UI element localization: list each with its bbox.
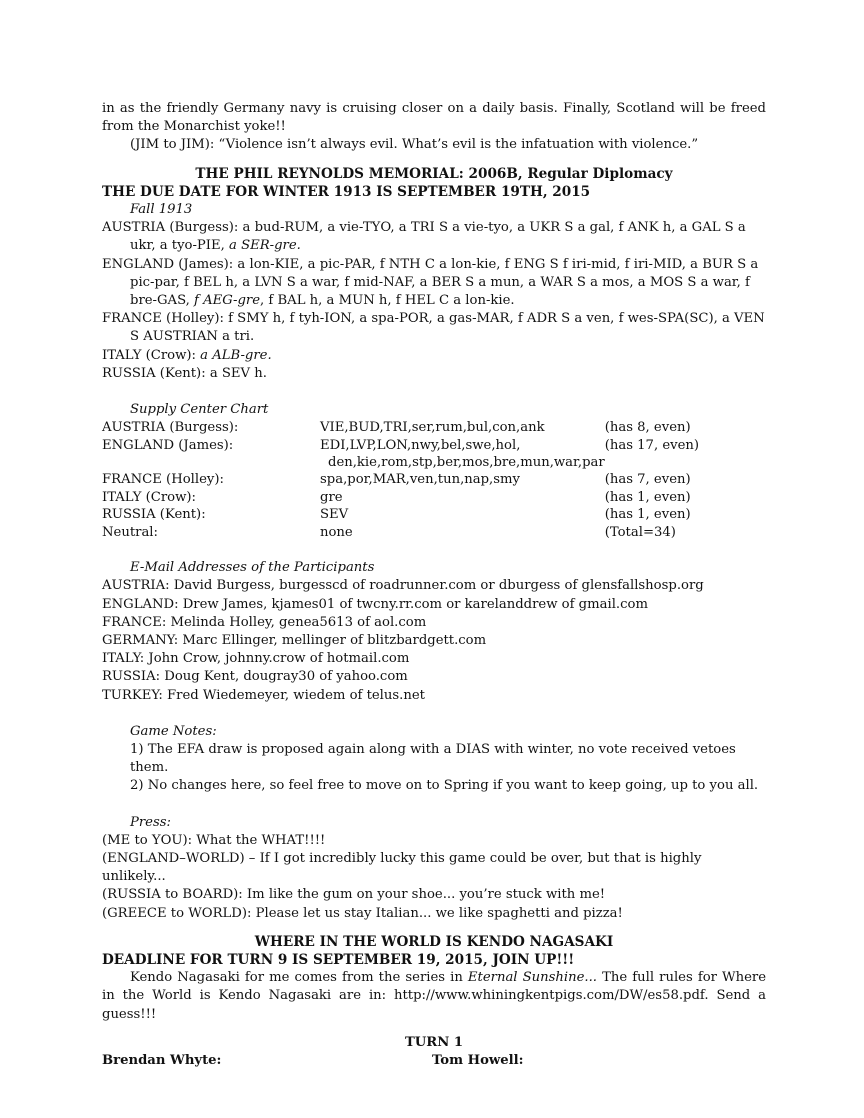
list-item: (ME to YOU): What the WHAT!!!! bbox=[102, 832, 326, 848]
list-item: ITALY: John Crow, johnny.crow of hotmail.com bbox=[102, 651, 410, 667]
list-item: 1) The EFA draw is proposed again along with a DIAS with winter, no vote received vetoes them. bbox=[130, 741, 736, 776]
player-right: Tom Howell: bbox=[432, 1052, 524, 1068]
document-page bbox=[102, 100, 766, 1070]
list-item: (GREECE to WORLD): Please let us stay Italian... we like spaghetti and pizza! bbox=[102, 905, 623, 921]
orders-austria: AUSTRIA (Burgess): a bud-RUM, a vie-TYO, a TRI S a vie-tyo, a UKR S a gal, f ANK h, a GAL S a ukr, a tyo-PIE, a SER-gre. bbox=[102, 220, 746, 254]
turn-heading: TURN 1 bbox=[404, 1034, 464, 1050]
orders-france: FRANCE (Holley): f SMY h, f tyh-ION, a spa-POR, a gas-MAR, f ADR S a ven, f wes-SPA(SC), a VEN S AUSTRIAN a tri. bbox=[102, 311, 765, 345]
due-date-heading: THE DUE DATE FOR WINTER 1913 IS SEPTEMBER 19TH, 2015 bbox=[102, 183, 591, 200]
email-list bbox=[102, 577, 766, 704]
press-title: Press: bbox=[130, 814, 171, 830]
table-row: AUSTRIA (Burgess): VIE,BUD,TRI,ser,rum,bul,con,ank (has 8, even) bbox=[102, 420, 691, 436]
list-item: TURKEY: Fred Wiedemeyer, wiedem of telus.net bbox=[102, 687, 425, 703]
player-left: Brendan Whyte: bbox=[102, 1052, 222, 1068]
supply-chart-title: Supply Center Chart bbox=[130, 402, 269, 418]
turn-players bbox=[102, 1052, 766, 1070]
orders-italy: ITALY (Crow): a ALB-gre. bbox=[102, 347, 272, 363]
emails-title: E-Mail Addresses of the Participants bbox=[130, 560, 375, 576]
orders-england: ENGLAND (James): a lon-KIE, a pic-PAR, f NTH C a lon-kie, f ENG S f iri-mid, f iri-MID, a BUR S a pic-par, f BEL h, a LVN S a war, f mid-NAF, a BER S a mun, a WAR S a mos, a MOS S a war, f bre-GAS, f AEG-gre, f BAL h, a MUN h, f HEL C a lon-kie. bbox=[102, 256, 759, 309]
supply-center-table bbox=[102, 419, 725, 541]
list-item: (RUSSIA to BOARD): Im like the gum on your shoe... you’re stuck with me! bbox=[102, 887, 606, 903]
intro-paragraph: in as the friendly Germany navy is cruising closer on a daily basis. Finally, Scotland will be freed from the Monarchist yoke!! bbox=[102, 101, 766, 135]
table-row: RUSSIA (Kent): SEV (has 1, even) bbox=[102, 507, 691, 523]
kendo-title: WHERE IN THE WORLD IS KENDO NAGASAKI bbox=[254, 933, 614, 950]
table-row: ITALY (Crow): gre (has 1, even) bbox=[102, 489, 691, 505]
list-item: 2) No changes here, so feel free to move on to Spring if you want to keep going, up to you all. bbox=[130, 778, 759, 794]
list-item: RUSSIA: Doug Kent, dougray30 of yahoo.com bbox=[102, 669, 408, 685]
orders-russia: RUSSIA (Kent): a SEV h. bbox=[102, 365, 267, 381]
table-row: Neutral: none (Total=34) bbox=[102, 524, 676, 540]
list-item: (ENGLAND–WORLD) – If I got incredibly lucky this game could be over, but that is highly unlikely... bbox=[102, 850, 702, 885]
list-item: GERMANY: Marc Ellinger, mellinger of blitzbardgett.com bbox=[102, 632, 487, 648]
list-item: AUSTRIA: David Burgess, burgesscd of roadrunner.com or dburgess of glensfallshosp.org bbox=[102, 578, 704, 594]
season-heading: Fall 1913 bbox=[130, 202, 193, 218]
list-item: FRANCE: Melinda Holley, genea5613 of aol.com bbox=[102, 614, 427, 630]
kendo-deadline: DEADLINE FOR TURN 9 IS SEPTEMBER 19, 2015, JOIN UP!!! bbox=[102, 951, 575, 968]
table-row: ENGLAND (James): EDI,LVP,LON,nwy,bel,swe,hol, (has 17, even) bbox=[102, 437, 700, 453]
table-row: den,kie,rom,stp,ber,mos,bre,mun,war,par bbox=[328, 455, 605, 471]
game-notes-title: Game Notes: bbox=[130, 723, 217, 739]
table-row: FRANCE (Holley): spa,por,MAR,ven,tun,nap,smy (has 7, even) bbox=[102, 472, 691, 488]
game-title: THE PHIL REYNOLDS MEMORIAL: 2006B, Regular Diplomacy bbox=[195, 165, 673, 182]
list-item: ENGLAND: Drew James, kjames01 of twcny.rr.com or karelanddrew of gmail.com bbox=[102, 596, 648, 612]
intro-quote: (JIM to JIM): “Violence isn’t always evil. What’s evil is the infatuation with violence.” bbox=[130, 137, 699, 153]
kendo-paragraph: Kendo Nagasaki for me comes from the series in Eternal Sunshine... The full rules for Where in the World is Kendo Nagasaki are in: http://www.whiningkentpigs.com/DW/es58.pdf. Send a guess!!! bbox=[102, 970, 766, 1022]
